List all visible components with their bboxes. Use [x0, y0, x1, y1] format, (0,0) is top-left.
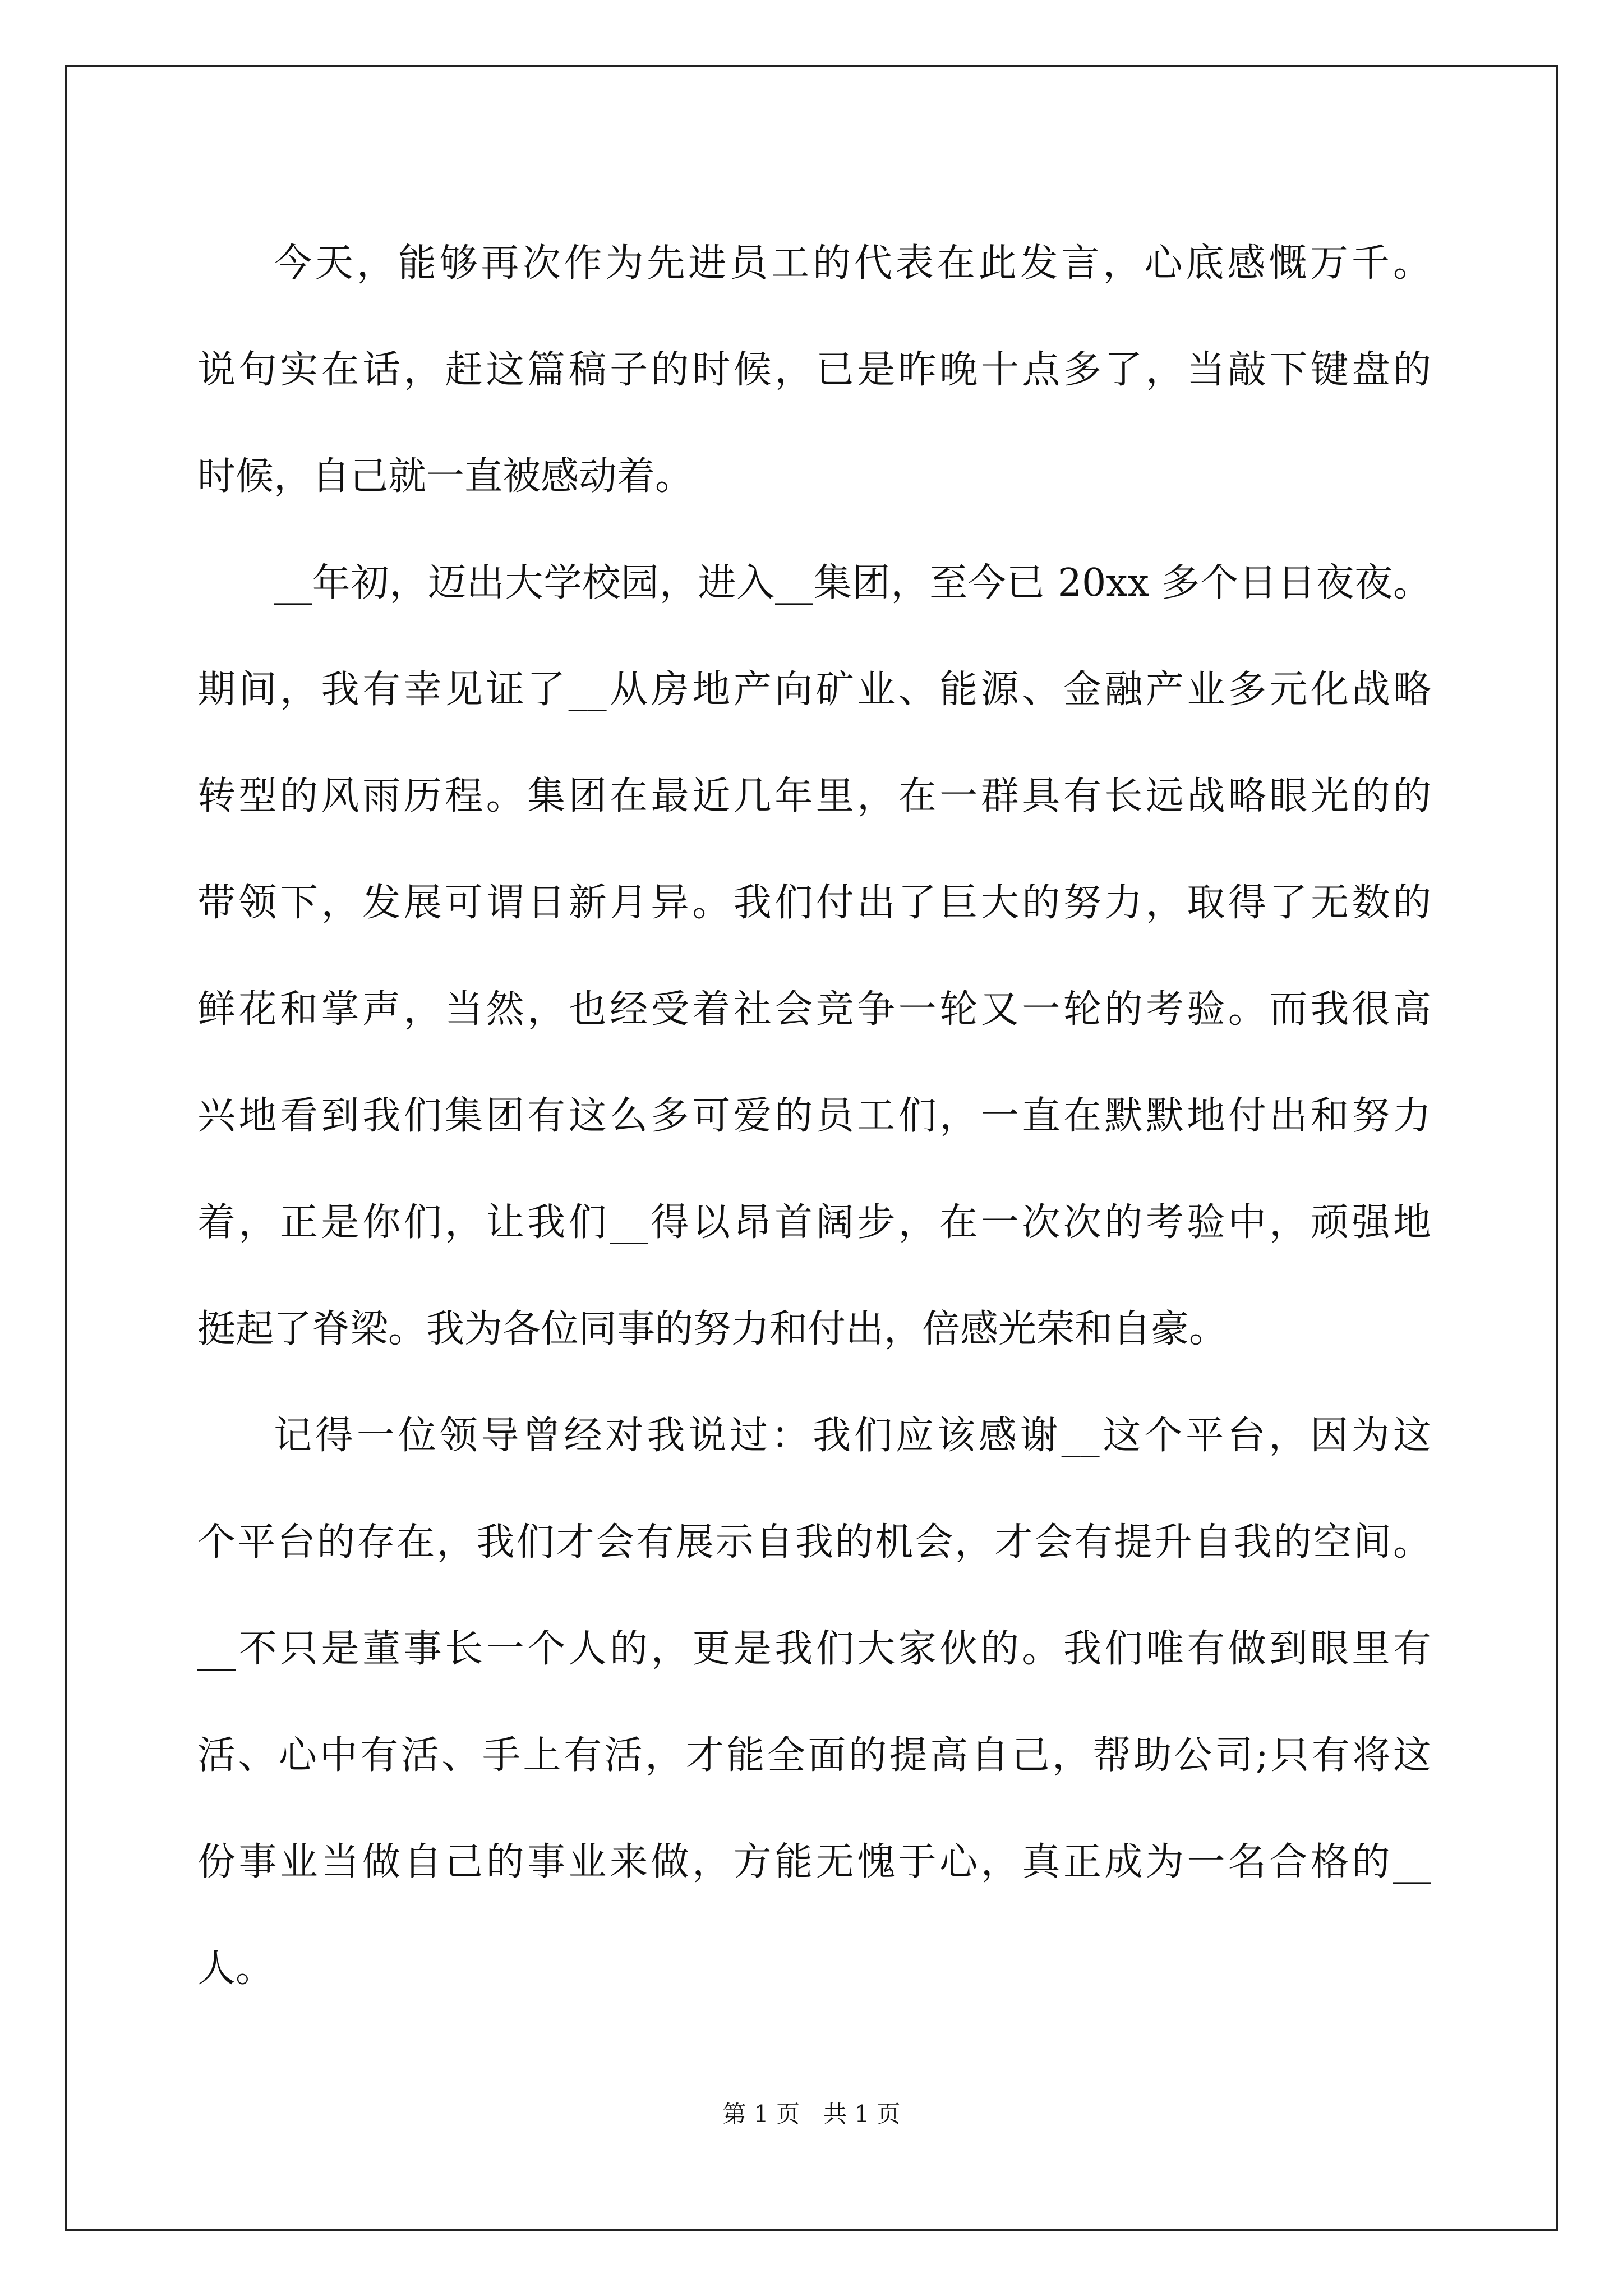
document-body [197, 210, 1431, 2022]
text-line: 活、心中有活、手上有活，才能全面的提高自己，帮助公司;只有将这 [197, 1733, 1431, 1778]
text-line: 着，正是你们，让我们__得以昂首阔步，在一次次的考验中，顽强地 [197, 1200, 1431, 1245]
text-line: 份事业当做自己的事业来做，方能无愧于心，真正成为一名合格的__ [197, 1840, 1431, 1884]
text-line: 说句实在话，赶这篇稿子的时候，已是昨晚十点多了，当敲下键盘的 [197, 348, 1431, 392]
text-line: 挺起了脊梁。我为各位同事的努力和付出，倍感光荣和自豪。 [197, 1307, 1228, 1351]
text-line: 记得一位领导曾经对我说过：我们应该感谢__这个平台，因为这 [274, 1414, 1431, 1458]
text-line: 个平台的存在，我们才会有展示自我的机会，才会有提升自我的空间。 [197, 1520, 1431, 1565]
text-line: __不只是董事长一个人的，更是我们大家伙的。我们唯有做到眼里有 [197, 1627, 1431, 1671]
text-line: 时候，自己就一直被感动着。 [197, 454, 694, 499]
text-line: 转型的风雨历程。集团在最近几年里，在一群具有长远战略眼光的的 [197, 774, 1431, 818]
text-line: 今天，能够再次作为先进员工的代表在此发言，心底感慨万千。 [274, 241, 1431, 286]
text-line: 兴地看到我们集团有这么多可爱的员工们，一直在默默地付出和努力 [197, 1094, 1431, 1138]
text-line: 带领下，发展可谓日新月异。我们付出了巨大的努力，取得了无数的 [197, 881, 1431, 925]
text-line: 鲜花和掌声，当然，也经受着社会竞争一轮又一轮的考验。而我很高 [197, 987, 1431, 1032]
text-line: __年初，迈出大学校园，进入__集团，至今已 20xx 多个日日夜夜。 [274, 561, 1431, 605]
text-line: 人。 [197, 1947, 274, 1991]
text-line: 期间，我有幸见证了__从房地产向矿业、能源、金融产业多元化战略 [197, 668, 1431, 712]
page-number-footer: 第 1 页 共 1 页 [722, 2100, 901, 2128]
